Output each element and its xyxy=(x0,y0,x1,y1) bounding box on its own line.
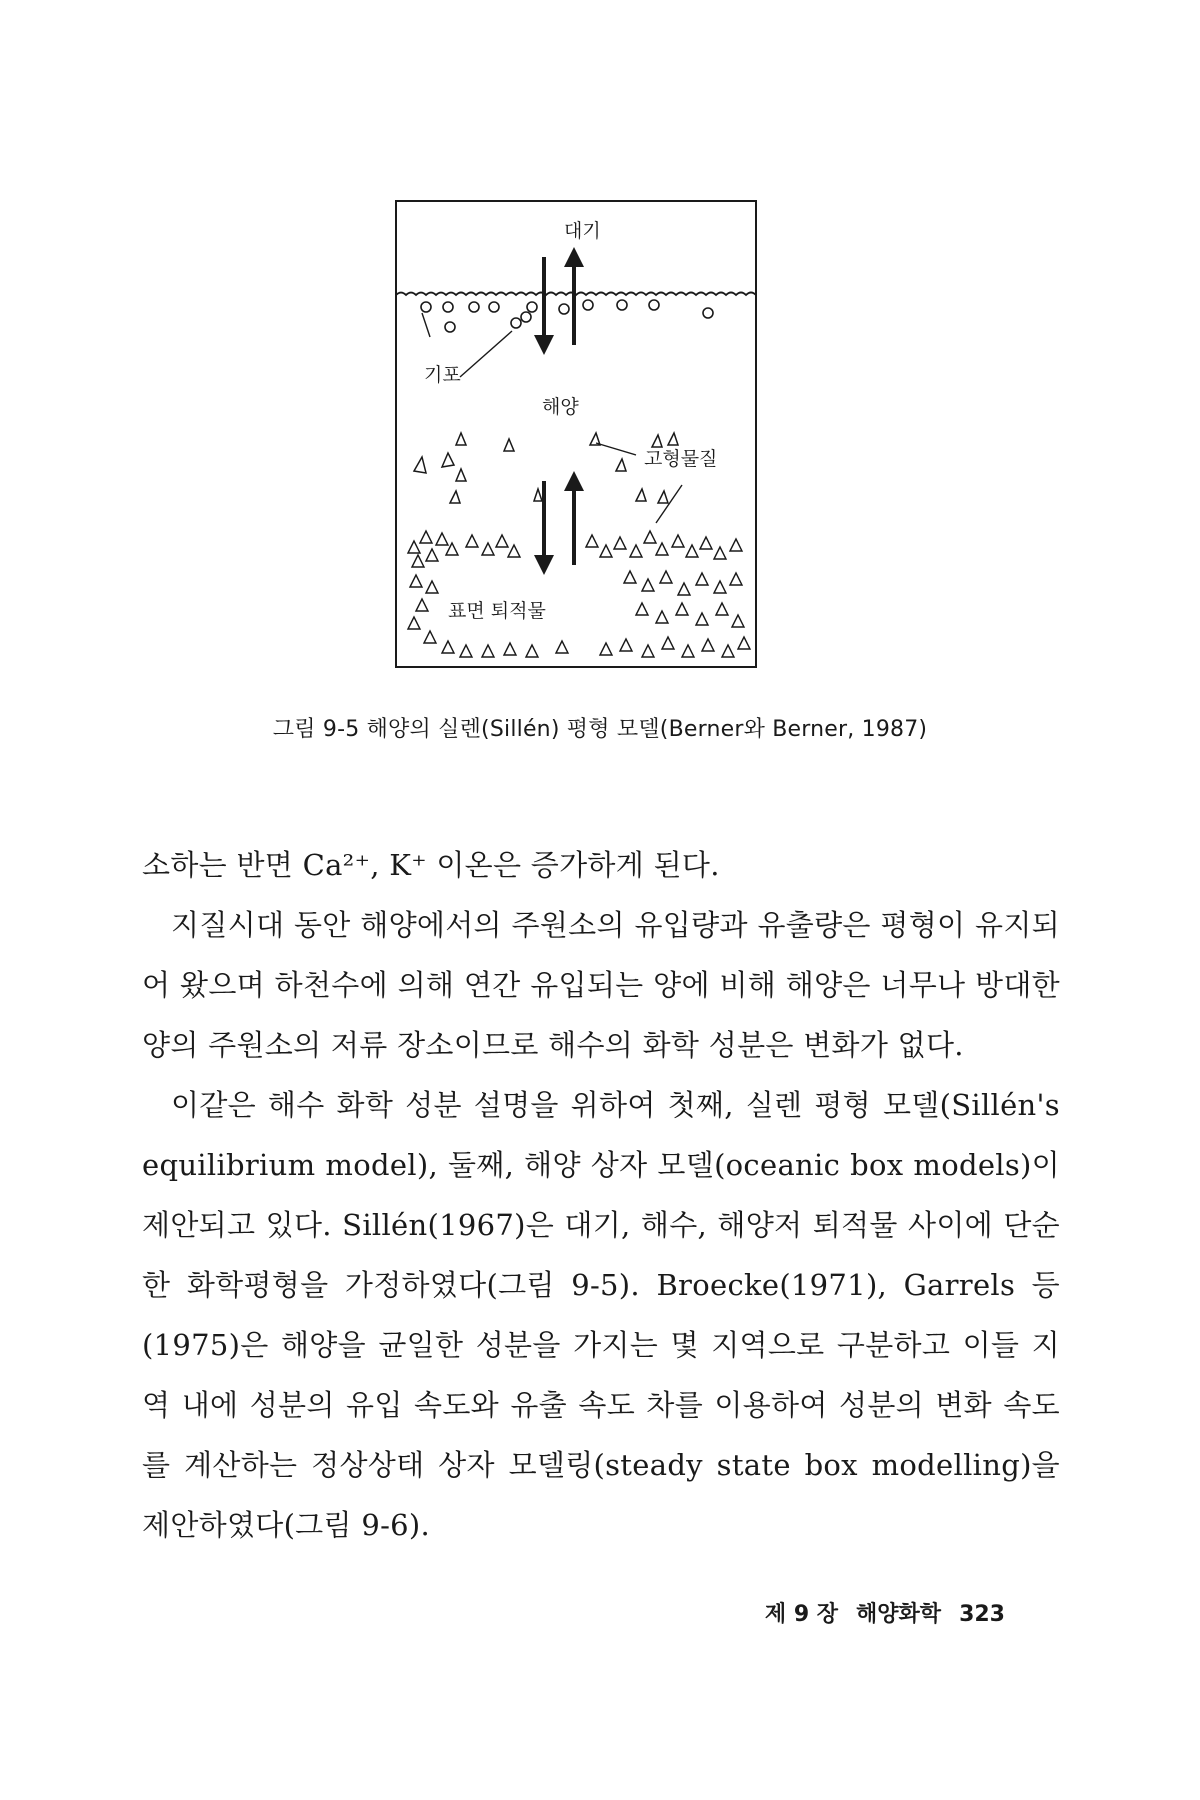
sediment-label: 표면 퇴적물 xyxy=(448,600,546,622)
paragraph-3: 이같은 해수 화학 성분 설명을 위하여 첫째, 실렌 평형 모델(Sillén's equilibrium model), 둘째, 해양 상자 모델(oceanic box models)이 제안되고 있다. Sillén(1967)은 대기, 해수, 해양저 퇴적물 사이에 단순한 화학평형을 가정하였다(그림 9-5). Broecke(1971), Garrels 등(1975)은 해양을 균일한 성분을 가지는 몇 지역으로 구분하고 이들 지역 내에 성분의 유입 속도와 유출 속도 차를 이용하여 성분의 변화 속도를 계산하는 정상상태 상자 모델링(steady state box modelling)을 제안하였다(그림 9-6). xyxy=(142,1088,1060,1542)
body-text xyxy=(142,835,1060,1555)
sillen-diagram xyxy=(386,195,766,675)
ocean-label: 해양 xyxy=(542,396,579,418)
paragraph-2: 지질시대 동안 해양에서의 주원소의 유입량과 유출량은 평형이 유지되어 왔으며 하천수에 의해 연간 유입되는 양에 비해 해양은 너무나 방대한 양의 주원소의 저류 장소이므로 해수의 화학 성분은 변화가 없다. xyxy=(142,908,1060,1062)
solids-label: 고형물질 xyxy=(644,448,718,470)
bubbles xyxy=(421,300,713,332)
section-label: 해양화학 xyxy=(856,1602,942,1627)
solids-pointer xyxy=(596,443,636,455)
page-footer xyxy=(765,1597,1005,1628)
chapter-label: 제 9 장 xyxy=(764,1602,839,1627)
bubble-pointer-right xyxy=(460,331,512,377)
sediment-particles xyxy=(408,531,750,657)
atmosphere-label: 대기 xyxy=(564,220,601,242)
page-number: 323 xyxy=(959,1602,1005,1627)
sillen-model-figure xyxy=(386,195,766,675)
solids-pointer-lower xyxy=(656,485,682,523)
figure-caption: 그림 9-5 해양의 실렌(Sillén) 평형 모델(Berner와 Berner, 1987) xyxy=(272,717,928,742)
paragraph-1: 소하는 반면 Ca²⁺, K⁺ 이온은 증가하게 된다. xyxy=(142,848,720,882)
bubbles-label: 기포 xyxy=(424,364,461,386)
bubble-pointer-left xyxy=(422,313,430,337)
